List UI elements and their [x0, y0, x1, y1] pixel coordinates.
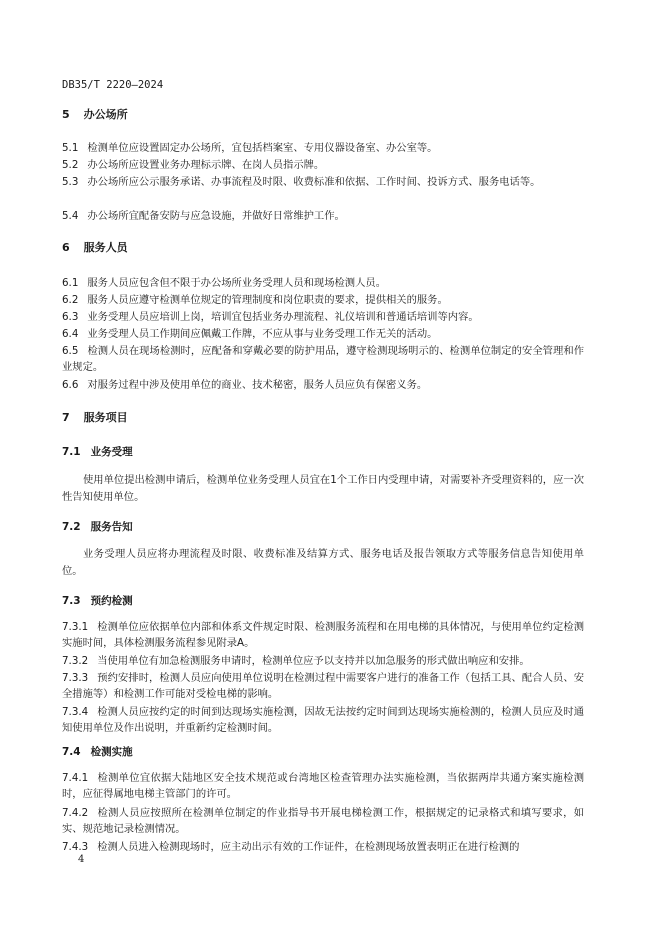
- clause-number: 6.3: [62, 311, 79, 323]
- section-number: 5: [62, 108, 70, 121]
- subsection-number: 7.1: [62, 446, 81, 458]
- clause-number: 6.6: [62, 379, 79, 391]
- clause-number: 7.4.1: [62, 772, 89, 784]
- clause-7-3-3: [62, 670, 584, 702]
- page-number: 4: [78, 854, 85, 865]
- section-title: 服务项目: [83, 411, 128, 424]
- subsection-7-3-heading: [62, 594, 584, 608]
- clause-text: 预约安排时，检测人员应向使用单位说明在检测过程中需要客户进行的准备工作（包括工具、配合人员、安全措施等）和检测工作可能对受检电梯的影响。: [62, 672, 584, 700]
- subsection-title: 服务告知: [90, 521, 133, 533]
- subsection-7-2-paragraph: 业务受理人员应将办理流程及时限、收费标准及结算方式、服务电话及报告领取方式等服务信息告知使用单位。: [62, 548, 584, 577]
- clause-text: 服务人员应遵守检测单位规定的管理制度和岗位职责的要求，提供相关的服务。: [87, 294, 448, 306]
- clause-number: 6.1: [62, 277, 79, 289]
- subsection-7-1-heading: [62, 445, 584, 459]
- clause-6-2: [62, 292, 584, 308]
- clause-5-4: [62, 208, 584, 224]
- section-title: 办公场所: [83, 108, 128, 121]
- subsection-number: 7.4: [62, 746, 81, 758]
- section-5-heading: [62, 108, 584, 122]
- clause-text: 检测人员进入检测现场时，应主动出示有效的工作证件，在检测现场放置表明正在进行检测的: [97, 841, 520, 853]
- clause-text: 检测人员在现场检测时，应配备和穿戴必要的防护用品，遵守检测现场明示的、检测单位制定的安全管理和作业规定。: [62, 345, 584, 373]
- clause-text: 当使用单位有加急检测服务申请时，检测单位应予以支持并以加急服务的形式做出响应和安排。: [97, 655, 530, 667]
- clause-7-4-1: [62, 770, 584, 802]
- clause-text: 检测人员应按照所在检测单位制定的作业指导书开展电梯检测工作，根据规定的记录格式和填写要求，如实、规范地记录检测情况。: [62, 807, 584, 835]
- clause-7-4-2: [62, 805, 584, 837]
- section-number: 7: [62, 411, 70, 424]
- clause-number: 7.4.3: [62, 841, 89, 853]
- clause-number: 5.4: [62, 210, 79, 222]
- clause-text: 办公场所宜配备安防与应急设施，并做好日常维护工作。: [87, 210, 345, 222]
- clause-number: 6.2: [62, 294, 79, 306]
- section-6-heading: [62, 241, 584, 255]
- subsection-title: 检测实施: [90, 746, 133, 758]
- clause-text: 办公场所应设置业务办理标示牌、在岗人员指示牌。: [87, 159, 325, 171]
- clause-text: 对服务过程中涉及使用单位的商业、技术秘密，服务人员应负有保密义务。: [87, 379, 428, 391]
- clause-6-4: [62, 326, 584, 342]
- clause-text: 检测单位应设置固定办公场所，宜包括档案室、专用仪器设备室、办公室等。: [87, 142, 438, 154]
- section-title: 服务人员: [83, 241, 128, 254]
- clause-number: 7.3.3: [62, 672, 89, 684]
- clause-number: 5.1: [62, 142, 79, 154]
- clause-number: 7.3.4: [62, 706, 89, 718]
- clause-6-3: [62, 309, 584, 325]
- clause-7-3-4: [62, 704, 584, 736]
- clause-number: 6.4: [62, 328, 79, 340]
- clause-text: 服务人员应包含但不限于办公场所业务受理人员和现场检测人员。: [87, 277, 386, 289]
- subsection-title: 预约检测: [90, 595, 133, 607]
- clause-5-2: [62, 157, 584, 173]
- clause-text: 检测单位宜依据大陆地区安全技术规范或台湾地区检查管理办法实施检测，当依据两岸共通方案实施检测时，应征得属地电梯主管部门的许可。: [62, 772, 584, 800]
- clause-7-4-3: [62, 839, 584, 855]
- subsection-number: 7.2: [62, 521, 81, 533]
- clause-number: 6.5: [62, 345, 79, 357]
- clause-number: 7.4.2: [62, 807, 89, 819]
- clause-6-5: [62, 343, 584, 375]
- clause-number: 7.3.1: [62, 621, 89, 633]
- document-code: DB35/T 2220—2024: [62, 79, 164, 91]
- clause-text: 检测单位应依据单位内部和体系文件规定时限、检测服务流程和在用电梯的具体情况，与使用单位约定检测实施时间，具体检测服务流程参见附录A。: [62, 621, 584, 649]
- clause-text: 业务受理人员工作期间应佩戴工作牌，不应从事与业务受理工作无关的活动。: [87, 328, 438, 340]
- clause-7-3-1: [62, 619, 584, 651]
- clause-text: 业务受理人员应培训上岗，培训宜包括业务办理流程、礼仪培训和普通话培训等内容。: [87, 311, 479, 323]
- section-7-heading: [62, 411, 584, 425]
- clause-number: 7.3.2: [62, 655, 89, 667]
- clause-text: 检测人员应按约定的时间到达现场实施检测，因故无法按约定时间到达现场实施检测的，检测人员应及时通知使用单位及作出说明，并重新约定检测时间。: [62, 706, 584, 734]
- subsection-7-1-paragraph: 使用单位提出检测申请后，检测单位业务受理人员宜在1个工作日内受理申请，对需要补齐受理资料的，应一次性告知使用单位。: [62, 474, 584, 503]
- subsection-title: 业务受理: [90, 446, 133, 458]
- clause-7-3-2: [62, 653, 584, 669]
- clause-5-3: [62, 174, 584, 190]
- clause-number: 5.2: [62, 159, 79, 171]
- subsection-7-4-heading: [62, 745, 584, 759]
- clause-6-1: [62, 275, 584, 291]
- subsection-number: 7.3: [62, 595, 81, 607]
- clause-text: 办公场所应公示服务承诺、办事流程及时限、收费标准和依据、工作时间、投诉方式、服务电话等。: [87, 176, 541, 188]
- clause-number: 5.3: [62, 176, 79, 188]
- clause-6-6: [62, 377, 584, 393]
- subsection-7-2-heading: [62, 520, 584, 534]
- section-number: 6: [62, 241, 70, 254]
- clause-5-1: [62, 140, 584, 156]
